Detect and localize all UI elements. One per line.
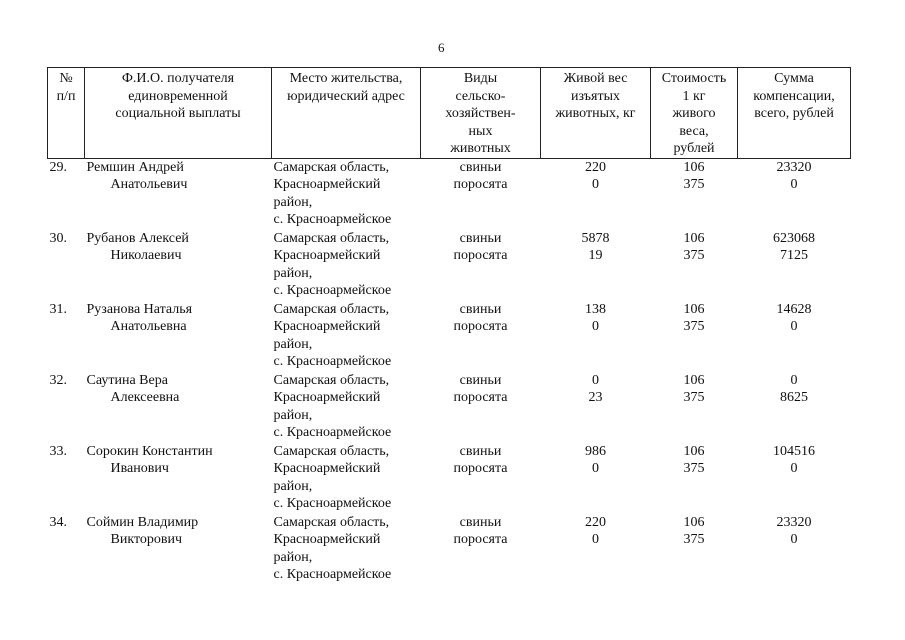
compensation-sum: 104516 0 xyxy=(773,443,815,476)
header-weight: Живой вес изъятых животных, кг xyxy=(541,68,651,159)
live-weight: 138 0 xyxy=(585,301,606,334)
header-name: Ф.И.О. получателя единовременной социальной выплаты xyxy=(85,68,272,159)
price-per-kg: 106 375 xyxy=(683,514,705,547)
table-row xyxy=(48,158,851,230)
animal-kinds: свиньи поросята xyxy=(453,301,508,334)
header-sum: Сумма компенсации, всего, рублей xyxy=(738,68,851,159)
row-number: 34. xyxy=(49,514,67,530)
compensation-sum: 23320 0 xyxy=(776,514,812,547)
compensation-sum: 623068 7125 xyxy=(773,230,815,263)
compensation-table xyxy=(47,67,851,585)
price-per-kg: 106 375 xyxy=(683,301,705,334)
recipient-address: Самарская область, Красноармейский район, с. Красноармейское xyxy=(273,514,392,582)
header-kind: Виды сельско- хозяйствен- ных животных xyxy=(421,68,541,159)
recipient-address: Самарская область, Красноармейский район, с. Красноармейское xyxy=(273,301,392,369)
table-row xyxy=(48,372,851,443)
table-row xyxy=(48,301,851,372)
recipient-name: Ремшин Андрей Анатольевич xyxy=(86,159,188,192)
price-per-kg: 106 375 xyxy=(683,230,705,263)
live-weight: 5878 19 xyxy=(581,230,610,263)
recipient-name: Саутина Вера Алексеевна xyxy=(86,372,180,405)
recipient-address: Самарская область, Красноармейский район, с. Красноармейское xyxy=(273,372,392,440)
recipient-name: Соймин Владимир Викторович xyxy=(86,514,199,547)
compensation-sum: 0 8625 xyxy=(780,372,808,405)
compensation-sum: 23320 0 xyxy=(776,159,812,192)
animal-kinds: свиньи поросята xyxy=(453,230,508,263)
price-per-kg: 106 375 xyxy=(683,443,705,476)
animal-kinds: свиньи поросята xyxy=(453,159,508,192)
header-price: Стоимость 1 кг живого веса, рублей xyxy=(651,68,738,159)
row-number: 31. xyxy=(49,301,67,317)
table-row xyxy=(48,230,851,301)
page-number: 6 xyxy=(438,40,445,55)
row-number: 29. xyxy=(49,159,67,175)
animal-kinds: свиньи поросята xyxy=(453,443,508,476)
recipient-address: Самарская область, Красноармейский район, с. Красноармейское xyxy=(273,230,392,298)
animal-kinds: свиньи поросята xyxy=(453,372,508,405)
row-number: 33. xyxy=(49,443,67,459)
table-row xyxy=(48,514,851,585)
price-per-kg: 106 375 xyxy=(683,372,705,405)
animal-kinds: свиньи поросята xyxy=(453,514,508,547)
live-weight: 0 23 xyxy=(588,372,603,405)
recipient-name: Сорокин Константин Иванович xyxy=(86,443,213,476)
header-num: № п/п xyxy=(48,68,85,159)
row-number: 32. xyxy=(49,372,67,388)
table-header-row xyxy=(48,68,851,159)
recipient-name: Рубанов Алексей Николаевич xyxy=(86,230,189,263)
recipient-name: Рузанова Наталья Анатольевна xyxy=(86,301,193,334)
live-weight: 220 0 xyxy=(585,159,606,192)
row-number: 30. xyxy=(49,230,67,246)
table-row xyxy=(48,443,851,514)
header-address: Место жительства, юридический адрес xyxy=(272,68,421,159)
recipient-address: Самарская область, Красноармейский район, с. Красноармейское xyxy=(273,159,392,227)
live-weight: 220 0 xyxy=(585,514,606,547)
recipient-address: Самарская область, Красноармейский район, с. Красноармейское xyxy=(273,443,392,511)
compensation-sum: 14628 0 xyxy=(776,301,812,334)
live-weight: 986 0 xyxy=(585,443,606,476)
price-per-kg: 106 375 xyxy=(683,159,705,192)
